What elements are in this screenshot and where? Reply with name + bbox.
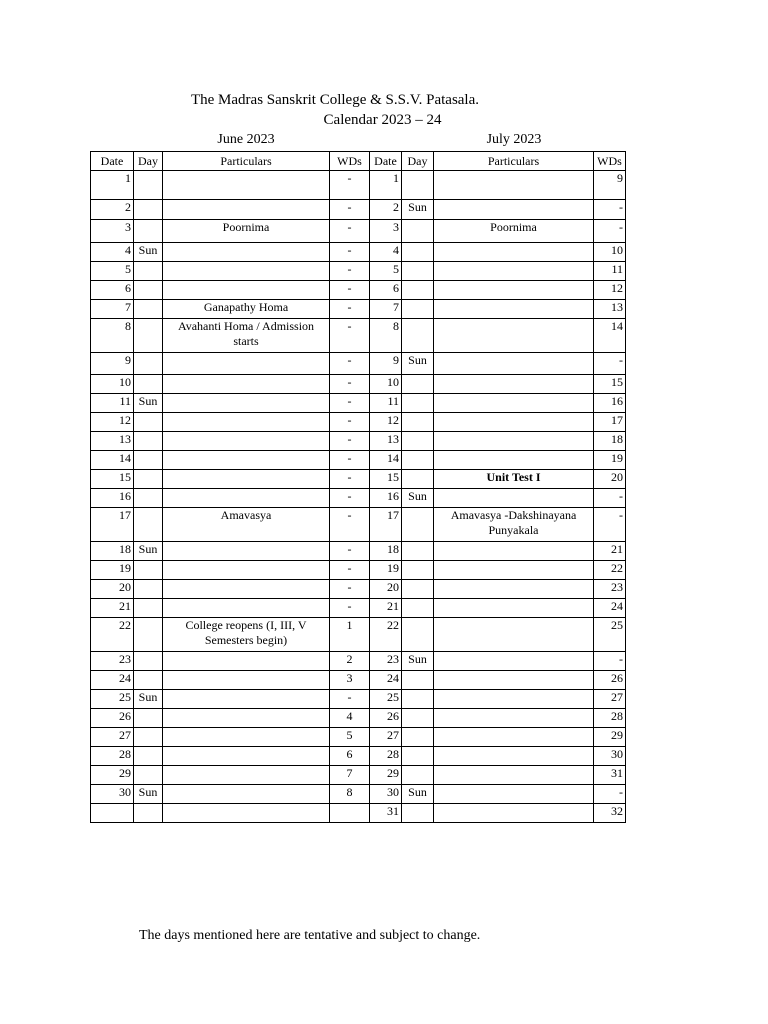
june-wds-cell: - — [330, 281, 370, 300]
june-day-cell — [134, 200, 163, 220]
july-date-cell: 10 — [370, 375, 402, 394]
header-day: Day — [402, 152, 434, 171]
july-date-cell: 14 — [370, 451, 402, 470]
table-row — [91, 432, 626, 451]
july-particulars-cell — [434, 353, 594, 375]
july-date-cell: 18 — [370, 542, 402, 561]
june-day-cell: Sun — [134, 394, 163, 413]
july-particulars-cell — [434, 281, 594, 300]
june-day-cell — [134, 451, 163, 470]
june-wds-cell: 5 — [330, 728, 370, 747]
july-particulars-cell — [434, 394, 594, 413]
june-date-cell: 9 — [91, 353, 134, 375]
table-row — [91, 804, 626, 823]
june-day-cell — [134, 561, 163, 580]
july-particulars-cell — [434, 171, 594, 200]
july-wds-cell: 20 — [594, 470, 626, 489]
june-wds-cell: 7 — [330, 766, 370, 785]
july-wds-cell: 11 — [594, 262, 626, 281]
june-day-cell — [134, 728, 163, 747]
june-day-cell — [134, 300, 163, 319]
july-particulars-cell — [434, 652, 594, 671]
july-particulars-cell — [434, 451, 594, 470]
july-date-cell: 3 — [370, 220, 402, 243]
june-day-cell: Sun — [134, 785, 163, 804]
july-particulars-cell — [434, 262, 594, 281]
june-date-cell: 30 — [91, 785, 134, 804]
july-wds-cell: 13 — [594, 300, 626, 319]
june-particulars-cell — [163, 413, 330, 432]
july-wds-cell: - — [594, 489, 626, 508]
june-date-cell: 15 — [91, 470, 134, 489]
july-particulars-cell — [434, 785, 594, 804]
july-particulars-cell — [434, 690, 594, 709]
july-particulars-cell — [434, 561, 594, 580]
july-particulars-cell: Unit Test I — [434, 470, 594, 489]
june-wds-cell: - — [330, 353, 370, 375]
july-date-cell: 9 — [370, 353, 402, 375]
july-day-cell — [402, 394, 434, 413]
header-wds: WDs — [594, 152, 626, 171]
july-date-cell: 15 — [370, 470, 402, 489]
july-date-cell: 25 — [370, 690, 402, 709]
june-day-cell — [134, 508, 163, 542]
july-wds-cell: - — [594, 785, 626, 804]
july-particulars-cell — [434, 243, 594, 262]
july-date-cell: 28 — [370, 747, 402, 766]
july-particulars-cell — [434, 489, 594, 508]
table-row — [91, 747, 626, 766]
table-row — [91, 470, 626, 489]
table-row — [91, 200, 626, 220]
july-date-cell: 31 — [370, 804, 402, 823]
june-wds-cell: - — [330, 489, 370, 508]
june-date-cell: 28 — [91, 747, 134, 766]
june-wds-cell: 6 — [330, 747, 370, 766]
june-particulars-cell — [163, 785, 330, 804]
july-particulars-cell — [434, 618, 594, 652]
july-date-cell: 2 — [370, 200, 402, 220]
table-row — [91, 220, 626, 243]
july-wds-cell: - — [594, 200, 626, 220]
july-wds-cell: 16 — [594, 394, 626, 413]
june-wds-cell: - — [330, 171, 370, 200]
header-date: Date — [370, 152, 402, 171]
table-row — [91, 394, 626, 413]
june-wds-cell: - — [330, 451, 370, 470]
june-wds-cell: - — [330, 300, 370, 319]
table-row — [91, 375, 626, 394]
july-day-cell: Sun — [402, 652, 434, 671]
june-wds-cell: - — [330, 542, 370, 561]
july-day-cell — [402, 804, 434, 823]
june-day-cell — [134, 747, 163, 766]
june-wds-cell: 2 — [330, 652, 370, 671]
july-particulars-cell: Poornima — [434, 220, 594, 243]
june-particulars-cell — [163, 709, 330, 728]
table-row — [91, 319, 626, 353]
july-wds-cell: 24 — [594, 599, 626, 618]
july-day-cell — [402, 728, 434, 747]
july-particulars-cell — [434, 599, 594, 618]
june-date-cell: 6 — [91, 281, 134, 300]
july-day-cell — [402, 690, 434, 709]
june-date-cell: 16 — [91, 489, 134, 508]
june-wds-cell: 3 — [330, 671, 370, 690]
june-day-cell: Sun — [134, 243, 163, 262]
june-wds-cell: - — [330, 200, 370, 220]
table-row — [91, 508, 626, 542]
table-row — [91, 561, 626, 580]
june-day-cell — [134, 375, 163, 394]
july-particulars-cell — [434, 432, 594, 451]
header-day: Day — [134, 152, 163, 171]
june-particulars-cell: Ganapathy Homa — [163, 300, 330, 319]
june-day-cell — [134, 171, 163, 200]
june-particulars-cell — [163, 599, 330, 618]
july-day-cell: Sun — [402, 353, 434, 375]
table-row — [91, 489, 626, 508]
june-particulars-cell — [163, 690, 330, 709]
table-row — [91, 171, 626, 200]
june-date-cell: 27 — [91, 728, 134, 747]
july-date-cell: 13 — [370, 432, 402, 451]
june-day-cell — [134, 281, 163, 300]
june-particulars-cell — [163, 353, 330, 375]
july-wds-cell: 23 — [594, 580, 626, 599]
june-particulars-cell — [163, 243, 330, 262]
table-row — [91, 281, 626, 300]
july-wds-cell: 10 — [594, 243, 626, 262]
table-row — [91, 652, 626, 671]
table-row — [91, 243, 626, 262]
june-particulars-cell — [163, 747, 330, 766]
july-date-cell: 26 — [370, 709, 402, 728]
table-row — [91, 451, 626, 470]
july-date-cell: 29 — [370, 766, 402, 785]
july-date-cell: 20 — [370, 580, 402, 599]
july-day-cell — [402, 671, 434, 690]
july-day-cell — [402, 618, 434, 652]
table-row — [91, 728, 626, 747]
july-day-cell — [402, 243, 434, 262]
july-day-cell — [402, 542, 434, 561]
june-particulars-cell — [163, 262, 330, 281]
june-date-cell: 13 — [91, 432, 134, 451]
june-date-cell: 21 — [91, 599, 134, 618]
july-date-cell: 6 — [370, 281, 402, 300]
july-wds-cell: 25 — [594, 618, 626, 652]
june-particulars-cell — [163, 171, 330, 200]
july-wds-cell: - — [594, 220, 626, 243]
june-day-cell — [134, 580, 163, 599]
calendar-body — [91, 171, 626, 823]
june-date-cell: 18 — [91, 542, 134, 561]
june-day-cell — [134, 804, 163, 823]
june-day-cell — [134, 432, 163, 451]
june-particulars-cell — [163, 728, 330, 747]
header-particulars: Particulars — [434, 152, 594, 171]
table-row — [91, 542, 626, 561]
june-date-cell: 2 — [91, 200, 134, 220]
july-day-cell — [402, 580, 434, 599]
july-wds-cell: 26 — [594, 671, 626, 690]
july-wds-cell: 32 — [594, 804, 626, 823]
july-particulars-cell — [434, 200, 594, 220]
july-particulars-cell — [434, 728, 594, 747]
june-date-cell: 5 — [91, 262, 134, 281]
june-wds-cell — [330, 804, 370, 823]
july-day-cell: Sun — [402, 489, 434, 508]
july-particulars-cell — [434, 747, 594, 766]
july-wds-cell: 28 — [594, 709, 626, 728]
table-row — [91, 413, 626, 432]
july-date-cell: 27 — [370, 728, 402, 747]
june-wds-cell: - — [330, 470, 370, 489]
june-wds-cell: - — [330, 243, 370, 262]
june-particulars-cell — [163, 200, 330, 220]
table-row — [91, 709, 626, 728]
june-day-cell — [134, 489, 163, 508]
july-particulars-cell — [434, 542, 594, 561]
june-wds-cell: 1 — [330, 618, 370, 652]
july-day-cell: Sun — [402, 200, 434, 220]
july-day-cell — [402, 747, 434, 766]
july-day-cell — [402, 508, 434, 542]
june-day-cell: Sun — [134, 690, 163, 709]
june-particulars-cell: Amavasya — [163, 508, 330, 542]
june-wds-cell: - — [330, 508, 370, 542]
july-date-cell: 16 — [370, 489, 402, 508]
june-particulars-cell — [163, 652, 330, 671]
june-wds-cell: - — [330, 432, 370, 451]
july-wds-cell: 30 — [594, 747, 626, 766]
june-date-cell: 7 — [91, 300, 134, 319]
july-particulars-cell — [434, 319, 594, 353]
june-day-cell — [134, 766, 163, 785]
june-wds-cell: - — [330, 375, 370, 394]
june-date-cell: 19 — [91, 561, 134, 580]
july-date-cell: 30 — [370, 785, 402, 804]
july-wds-cell: 15 — [594, 375, 626, 394]
june-date-cell: 24 — [91, 671, 134, 690]
july-day-cell — [402, 709, 434, 728]
footnote: The days mentioned here are tentative and subject to change. — [139, 928, 481, 943]
table-row — [91, 599, 626, 618]
june-wds-cell: - — [330, 561, 370, 580]
july-day-cell — [402, 281, 434, 300]
header-particulars: Particulars — [163, 152, 330, 171]
june-day-cell — [134, 470, 163, 489]
june-day-cell — [134, 709, 163, 728]
july-wds-cell: 22 — [594, 561, 626, 580]
june-date-cell: 23 — [91, 652, 134, 671]
july-date-cell: 24 — [370, 671, 402, 690]
june-particulars-cell — [163, 432, 330, 451]
june-wds-cell: - — [330, 394, 370, 413]
july-date-cell: 23 — [370, 652, 402, 671]
july-wds-cell: 31 — [594, 766, 626, 785]
june-day-cell — [134, 413, 163, 432]
month-label-july: July 2023 — [486, 132, 542, 147]
july-date-cell: 17 — [370, 508, 402, 542]
june-date-cell: 29 — [91, 766, 134, 785]
june-particulars-cell: Avahanti Homa / Admission starts — [163, 319, 330, 353]
july-day-cell — [402, 432, 434, 451]
july-day-cell — [402, 470, 434, 489]
month-label-june: June 2023 — [217, 132, 275, 147]
table-row — [91, 300, 626, 319]
july-day-cell — [402, 766, 434, 785]
july-wds-cell: 29 — [594, 728, 626, 747]
july-wds-cell: 21 — [594, 542, 626, 561]
july-wds-cell: 17 — [594, 413, 626, 432]
table-row — [91, 766, 626, 785]
june-day-cell — [134, 618, 163, 652]
july-day-cell — [402, 300, 434, 319]
june-date-cell: 17 — [91, 508, 134, 542]
june-particulars-cell — [163, 489, 330, 508]
june-particulars-cell — [163, 281, 330, 300]
june-particulars-cell — [163, 470, 330, 489]
july-particulars-cell — [434, 804, 594, 823]
june-wds-cell: - — [330, 599, 370, 618]
june-day-cell — [134, 599, 163, 618]
table-row — [91, 353, 626, 375]
june-day-cell — [134, 353, 163, 375]
july-wds-cell: 27 — [594, 690, 626, 709]
july-date-cell: 4 — [370, 243, 402, 262]
june-date-cell: 12 — [91, 413, 134, 432]
july-wds-cell: 9 — [594, 171, 626, 200]
june-particulars-cell — [163, 766, 330, 785]
july-date-cell: 19 — [370, 561, 402, 580]
july-particulars-cell — [434, 580, 594, 599]
july-day-cell — [402, 451, 434, 470]
college-name: The Madras Sanskrit College & S.S.V. Patasala. — [190, 92, 480, 108]
june-day-cell — [134, 319, 163, 353]
june-wds-cell: - — [330, 690, 370, 709]
july-date-cell: 12 — [370, 413, 402, 432]
july-wds-cell: 12 — [594, 281, 626, 300]
july-day-cell — [402, 413, 434, 432]
june-wds-cell: - — [330, 580, 370, 599]
june-date-cell: 8 — [91, 319, 134, 353]
june-wds-cell: - — [330, 262, 370, 281]
july-day-cell — [402, 262, 434, 281]
july-wds-cell: 18 — [594, 432, 626, 451]
july-particulars-cell — [434, 671, 594, 690]
june-particulars-cell — [163, 394, 330, 413]
header-wds: WDs — [330, 152, 370, 171]
july-date-cell: 5 — [370, 262, 402, 281]
july-day-cell — [402, 561, 434, 580]
july-day-cell — [402, 599, 434, 618]
table-header-row — [91, 152, 626, 171]
june-particulars-cell — [163, 804, 330, 823]
june-wds-cell: 8 — [330, 785, 370, 804]
july-day-cell — [402, 375, 434, 394]
june-date-cell: 4 — [91, 243, 134, 262]
june-date-cell: 20 — [91, 580, 134, 599]
july-day-cell — [402, 319, 434, 353]
july-wds-cell: - — [594, 652, 626, 671]
june-date-cell: 26 — [91, 709, 134, 728]
june-date-cell: 10 — [91, 375, 134, 394]
june-particulars-cell — [163, 451, 330, 470]
june-day-cell — [134, 220, 163, 243]
june-wds-cell: - — [330, 319, 370, 353]
june-particulars-cell: College reopens (I, III, V Semesters begin) — [163, 618, 330, 652]
june-date-cell: 14 — [91, 451, 134, 470]
june-date-cell: 3 — [91, 220, 134, 243]
july-day-cell: Sun — [402, 785, 434, 804]
table-row — [91, 671, 626, 690]
june-date-cell: 1 — [91, 171, 134, 200]
june-date-cell: 22 — [91, 618, 134, 652]
july-date-cell: 22 — [370, 618, 402, 652]
june-day-cell — [134, 671, 163, 690]
july-date-cell: 8 — [370, 319, 402, 353]
july-wds-cell: 14 — [594, 319, 626, 353]
header-date: Date — [91, 152, 134, 171]
calendar-title: Calendar 2023 – 24 — [323, 112, 442, 128]
june-particulars-cell — [163, 580, 330, 599]
june-date-cell: 25 — [91, 690, 134, 709]
july-wds-cell: - — [594, 508, 626, 542]
table-row — [91, 690, 626, 709]
july-wds-cell: - — [594, 353, 626, 375]
july-date-cell: 21 — [370, 599, 402, 618]
june-particulars-cell — [163, 375, 330, 394]
june-particulars-cell — [163, 671, 330, 690]
july-date-cell: 7 — [370, 300, 402, 319]
june-day-cell — [134, 652, 163, 671]
june-particulars-cell: Poornima — [163, 220, 330, 243]
july-day-cell — [402, 220, 434, 243]
june-wds-cell: - — [330, 220, 370, 243]
june-wds-cell: - — [330, 413, 370, 432]
july-date-cell: 1 — [370, 171, 402, 200]
july-particulars-cell — [434, 300, 594, 319]
table-row — [91, 580, 626, 599]
july-date-cell: 11 — [370, 394, 402, 413]
june-day-cell: Sun — [134, 542, 163, 561]
july-particulars-cell — [434, 413, 594, 432]
table-row — [91, 785, 626, 804]
july-day-cell — [402, 171, 434, 200]
table-row — [91, 618, 626, 652]
june-date-cell — [91, 804, 134, 823]
july-wds-cell: 19 — [594, 451, 626, 470]
calendar-table — [90, 151, 626, 823]
june-particulars-cell — [163, 542, 330, 561]
june-day-cell — [134, 262, 163, 281]
july-particulars-cell — [434, 766, 594, 785]
june-date-cell: 11 — [91, 394, 134, 413]
june-wds-cell: 4 — [330, 709, 370, 728]
july-particulars-cell: Amavasya -Dakshinayana Punyakala — [434, 508, 594, 542]
table-row — [91, 262, 626, 281]
june-particulars-cell — [163, 561, 330, 580]
july-particulars-cell — [434, 709, 594, 728]
july-particulars-cell — [434, 375, 594, 394]
